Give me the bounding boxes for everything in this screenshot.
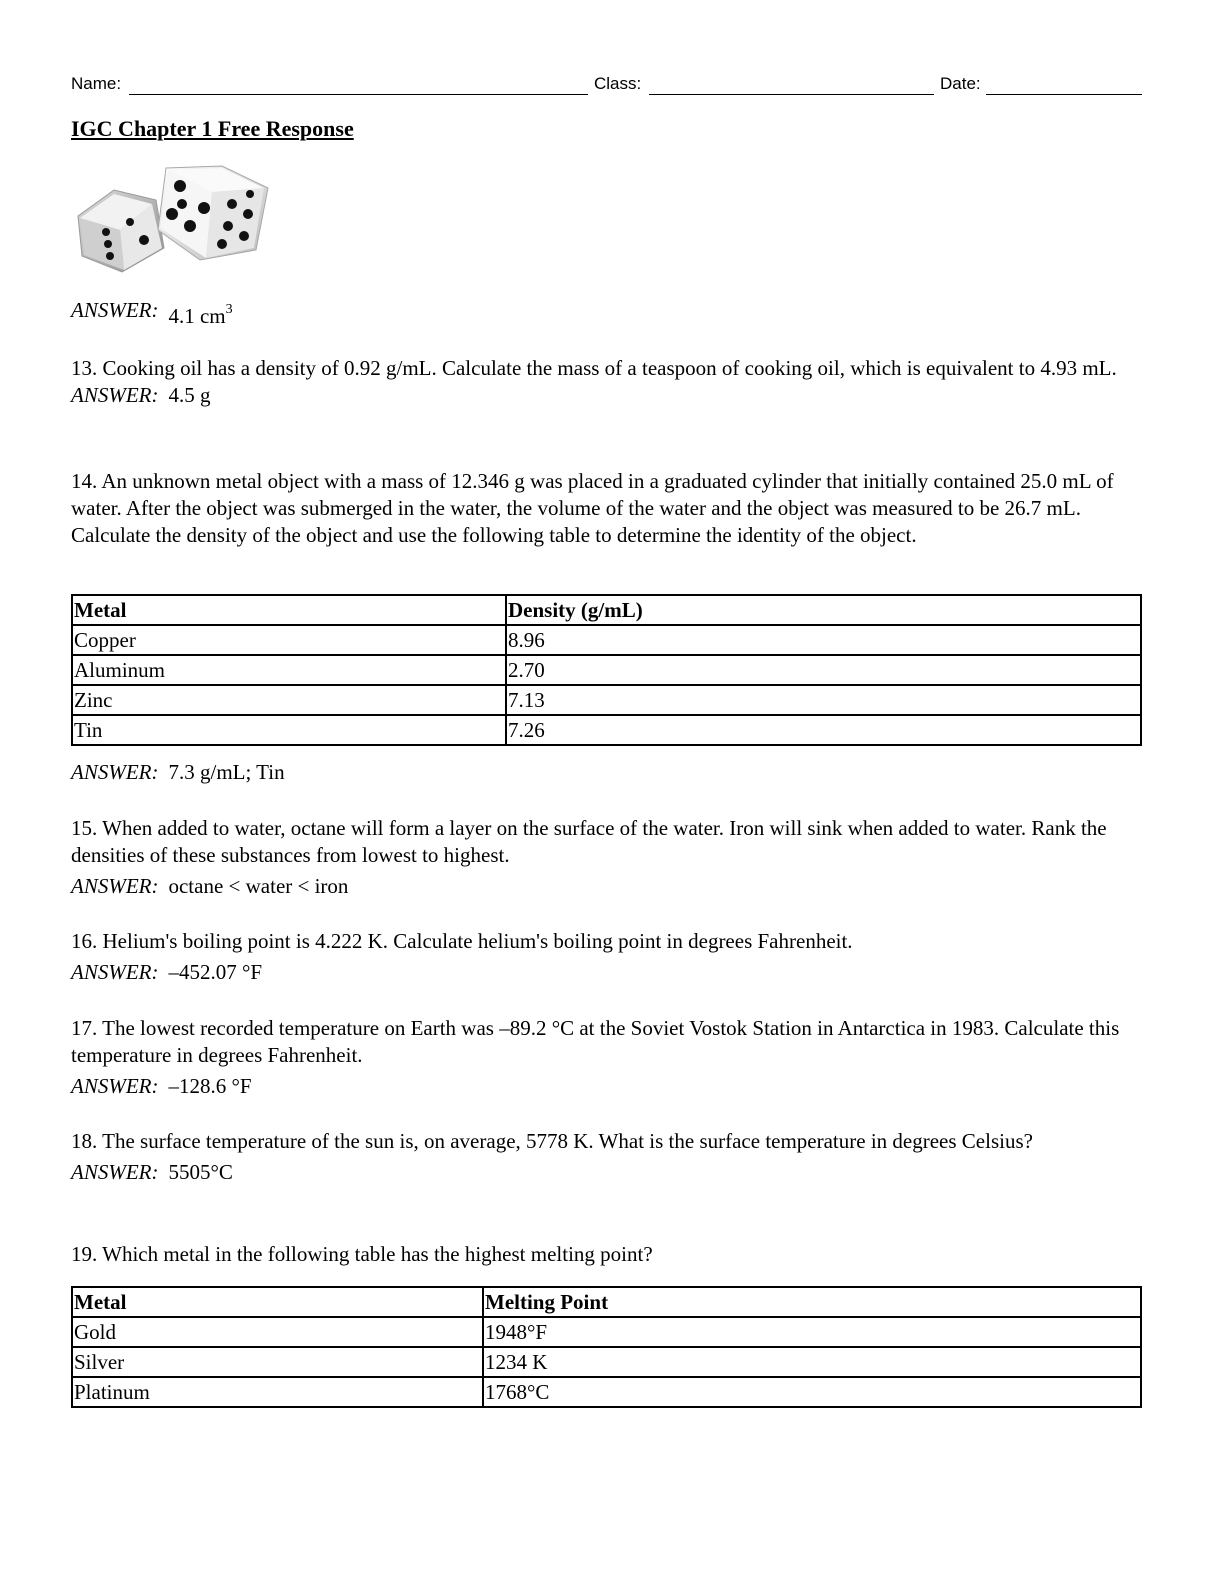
table-row: Platinum 1768°C [72, 1377, 1141, 1407]
question-text: 14. An unknown metal object with a mass of 12.346 g was placed in a graduated cylinder that initially contained 25.0 mL of water. After the object was submerged in the water, the volume of the water and the object was measured to be 26.7 mL. Calculate the density of the object and use the following table to determine the identity of the object. [71, 469, 1114, 547]
question-text: 16. Helium's boiling point is 4.222 K. Calculate helium's boiling point in degrees Fahrenheit. [71, 929, 853, 953]
dice-image [72, 160, 272, 278]
class-line [649, 94, 934, 95]
answer-line: ANSWER: –452.07 °F [71, 960, 263, 984]
answer-line: ANSWER: octane < water < iron [71, 874, 349, 898]
table-row: Gold 1948°F [72, 1317, 1141, 1347]
answer-line: ANSWER: –128.6 °F [71, 1074, 252, 1098]
q12-answer [71, 292, 1146, 328]
answer-line: ANSWER: 4.5 g [71, 383, 211, 407]
question-13 [71, 355, 1146, 409]
class-label: Class: [594, 74, 642, 93]
name-line [129, 94, 588, 95]
page-title: IGC Chapter 1 Free Response [71, 116, 354, 141]
table-row: Zinc 7.13 [72, 685, 1141, 715]
table-row: Copper 8.96 [72, 625, 1141, 655]
answer-label: ANSWER: [71, 298, 159, 322]
table-row: Aluminum 2.70 [72, 655, 1141, 685]
answer-value: 4.1 $cm^3$ [168, 302, 233, 328]
melting-point-table [71, 1286, 1142, 1408]
density-table [71, 594, 1142, 746]
table-header-row: Metal Density (g/mL) [72, 595, 1141, 625]
name-label: Name: [71, 74, 122, 93]
table-header-row: Metal Melting Point [72, 1287, 1141, 1317]
question-text: 19. Which metal in the following table has the highest melting point? [71, 1242, 653, 1266]
question-17 [71, 1015, 1146, 1100]
question-text: 13. Cooking oil has a density of 0.92 g/mL. Calculate the mass of a teaspoon of cooking oil, which is equivalent to 4.93 mL. [71, 356, 1117, 380]
question-19 [71, 1241, 1146, 1268]
answer-line: ANSWER: 5505°C [71, 1160, 233, 1184]
table-row: Tin 7.26 [72, 715, 1141, 745]
date-line [986, 94, 1142, 95]
date-label: Date: [940, 74, 981, 93]
question-text: 17. The lowest recorded temperature on Earth was –89.2 °C at the Soviet Vostok Station in Antarctica in 1983. Calculate this temperature in degrees Fahrenheit. [71, 1016, 1120, 1067]
q14-answer: ANSWER: 7.3 g/mL; Tin [71, 760, 285, 784]
question-text: 18. The surface temperature of the sun is, on average, 5778 K. What is the surface temperature in degrees Celsius? [71, 1129, 1033, 1153]
question-text: 15. When added to water, octane will form a layer on the surface of the water. Iron will sink when added to water. Rank the densities of these substances from lowest to highest. [71, 816, 1107, 867]
question-16 [71, 928, 1146, 986]
header-fields [71, 72, 1142, 98]
table-row: Silver 1234 K [72, 1347, 1141, 1377]
question-15 [71, 815, 1146, 900]
question-14 [71, 468, 1146, 549]
question-18 [71, 1128, 1146, 1186]
